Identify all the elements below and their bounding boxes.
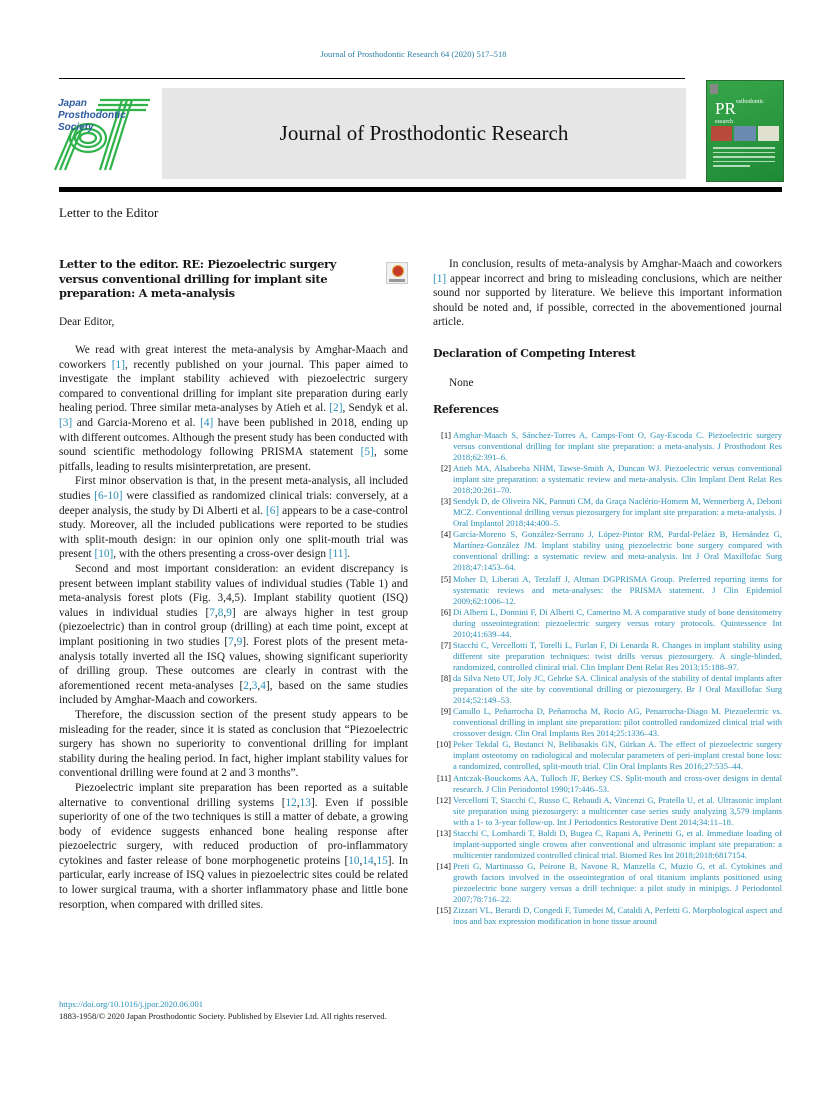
body-paragraph	[59, 562, 408, 708]
citation-link[interactable]: [6]	[266, 504, 280, 517]
cover-title-rest: esearch	[715, 119, 733, 125]
cover-contents	[713, 147, 775, 170]
doi-link[interactable]: https://doi.org/10.1016/j.jpor.2020.06.001	[59, 999, 204, 1009]
body-text: We read with great interest the meta-analysis by Amghar-Maach and coworkers	[59, 344, 408, 371]
reference-number: [5]	[440, 573, 451, 584]
citation-link[interactable]: 15	[376, 854, 388, 867]
body-text: appears to be a case-control study. Moreover, all the included publications were reported to be studies with split-mouth design: in our opinion only one split-mouth trial was present	[59, 504, 408, 561]
journal-cover-thumbnail[interactable]	[706, 80, 784, 182]
body-text: , with the others presenting a cross-over design	[113, 548, 329, 561]
reference-item[interactable]	[433, 463, 782, 496]
cover-images	[711, 126, 779, 141]
reference-text-link[interactable]: Vercellotti T, Stacchi C, Russo C, Rebaudi A, Vincenzi G, Pratella U, et al. Ultrasonic implant site preparation using piezosurgery: a multicenter case series study analyzing 3,579 implants with a 1- to 3-year follow-up. Int J Periodontics Restorative Dent 2014;34:11–18.	[453, 794, 782, 827]
cover-title-initials: PR	[715, 99, 736, 118]
citation-link[interactable]: [1]	[111, 358, 125, 371]
body-text: In conclusion, results of meta-analysis by Amghar-Maach and coworkers	[449, 258, 782, 270]
citation-link[interactable]: 13	[299, 796, 311, 809]
reference-text-link[interactable]: Amghar-Maach S, Sánchez-Torres A, Camps-Font O, Gay-Escoda C. Piezoelectric surgery versus conventional drilling for implant site preparation: a meta-analysis. J Prosthodont Res 2018;62:391–6.	[453, 429, 782, 462]
reference-text-link[interactable]: Peker Tekdal G, Bostanci N, Belibasakis GN, Gürkan A. The effect of piezoelectric surgery implant osteotomy on radiological and molecular parameters of peri-implant crestal bone loss: a randomized, controlled, split-mouth trial. Clin Oral Implants Res 2016;27:535–44.	[453, 739, 782, 772]
reference-number: [15]	[436, 905, 451, 916]
reference-number: [9]	[440, 706, 451, 717]
body-paragraph	[59, 474, 408, 562]
citation-link[interactable]: 14	[362, 854, 374, 867]
reference-number: [11]	[437, 772, 451, 783]
body-paragraph	[59, 781, 408, 912]
citation-link[interactable]: 2	[243, 679, 249, 692]
body-paragraph	[59, 708, 408, 781]
citation-link[interactable]: [10]	[94, 548, 114, 561]
body-text: , some pitfalls, leading to results misinterpretation, are present.	[59, 446, 408, 473]
reference-text-link[interactable]: Zizzari VL, Berardi D, Congedi F, Tumedei M, Cataldi A, Perfetti G. Morphological aspect and inos and bax expression modification in bone tissue around	[453, 905, 782, 927]
body-text: Second and most important consideration: an evident discrepancy is present between implant stability values of individual studies (Table 1) and meta-analysis forest plots (Fig. 3,4,5). Implant stability quotient (ISQ) values in individual studies [	[59, 563, 408, 619]
reference-item[interactable]	[433, 828, 782, 861]
reference-item[interactable]	[433, 706, 782, 739]
footer	[59, 998, 387, 1022]
publisher-logo-icon	[710, 84, 718, 94]
references-heading: References	[433, 403, 499, 417]
article-title: Letter to the editor. RE: Piezoelectric surgery versus conventional drilling for implant site preparation: A meta-analysis	[59, 257, 337, 300]
body-text: ,	[223, 606, 227, 619]
society-name-line: Japan	[58, 98, 87, 109]
reference-number: [12]	[436, 794, 451, 805]
body-text: ], based on the same studies included by Amghar-Maach and coworkers.	[59, 679, 408, 707]
body-text: were classified as randomized clinical trials: conversely, at a deeper analysis, the study by Di Alberti et al.	[59, 490, 408, 517]
body-text: ,	[248, 679, 252, 692]
cover-image-icon	[758, 126, 779, 141]
reference-text-link[interactable]: García-Moreno S, González-Serrano J, López-Pintor RM, Pardal-Peláez B, Hernández G, Martínez-González JM. Implant stability using piezoelectric bone surgery compared with conventional drilling: a systematic review and meta-analysis. Int J Oral Maxillofac Surg 2018;47:1453–64.	[453, 529, 782, 573]
citation-link[interactable]: [4]	[200, 417, 214, 430]
copyright: 1883-1958/© 2020 Japan Prosthodontic Society. Published by Elsevier Ltd. All rights reserved.	[59, 1011, 387, 1021]
conclusion-paragraph	[433, 257, 782, 330]
citation-link[interactable]: [2]	[329, 402, 343, 415]
reference-list	[433, 430, 782, 928]
body-text: , recently published on your journal. This paper aimed to investigate the implant stability achieved with piezoelectric surgery compared to conventional drilling for implant site preparation during early healing period. Three similar meta-analyses by Atieh et al.	[59, 358, 408, 415]
citation-link[interactable]: 4	[260, 679, 266, 692]
body-text: appear incorrect and bring to misleading conclusions, which are neither sound nor supported by literature. We believe this important information should be noted and, if possible, corrected in the abovementioned journal article.	[433, 272, 782, 329]
reference-text-link[interactable]: Stacchi C, Lombardi T, Baldi D, Bugea C, Rapani A, Perinetti G, et al. Immediate loading of implant-supported single crowns after conventional and ultrasonic implant site preparation: a multicenter randomized controlled clinical trial. Biomed Res Int 2018;2018:6817154.	[453, 828, 782, 860]
reference-text-link[interactable]: Preti G, Martinasso G, Peirone B, Navone R, Manzella C, Muzio G, et al. Cytokines and growth factors involved in the osseointegration of oral titanium implants positioned using piezoelectric bone surgery versus a drill technique: a pilot study in minipigs. J Periodontol 2007;78:716–22.	[453, 861, 782, 905]
competing-interest-text: None	[449, 376, 474, 389]
citation-link[interactable]: 3	[251, 679, 258, 692]
reference-text-link[interactable]: Antczak-Bouckoms AA, Tulloch JF, Berkey CS. Split-mouth and cross-over designs in dental research. J Clin Periodontol 1990;17:446–53.	[453, 772, 782, 794]
reference-number: [3]	[440, 496, 451, 507]
body-text: ]. Forest plots of the present meta-analysis totally inverted all the ISQ values, showing significant superiority of drilling group. These outcomes are clearly in contrast with the aforementioned recent meta-analyses [	[59, 635, 409, 692]
body-text: ]. In particular, early increase of ISQ values in piezoelectric sites could be related to lower surgical trauma, with a shorter inflammatory phase and little bone resorption, when compared with drilled sites.	[59, 854, 408, 911]
body-text: have been published in 2018, ending up with different outcomes. Although the present study has been conducted with sound scientific methodology following PRISMA statement	[59, 417, 408, 459]
competing-interest-heading: Declaration of Competing Interest	[433, 346, 636, 360]
reference-text-link[interactable]: Canullo L, Peñarrocha D, Peñarrocha M, Rocio AG, Penarrocha-Diago M. Piezoelectric vs. conventional drilling in implant site preparation: pilot controlled randomized clinical trial with crossover design. Clin Oral Implants Res 2014;25:1336–43.	[453, 706, 782, 739]
left-column	[59, 257, 408, 912]
body-text: Piezoelectric implant site preparation has been reported as a suitable alternative to conventional drilling systems [	[59, 781, 408, 809]
cover-image-icon	[711, 126, 732, 141]
reference-text-link[interactable]: Atieh MA, Alsabeeha NHM, Tawse-Smith A, Duncan WJ. Piezoelectric versus conventional implant site preparation: a systematic review and meta-analysis. Clin Implant Dent Relat Res 2018;20:261–70.	[453, 462, 782, 495]
reference-item[interactable]	[433, 496, 782, 529]
journal-title[interactable]: Journal of Prosthodontic Research	[279, 121, 569, 145]
body-text: ,	[257, 679, 261, 692]
reference-number: [14]	[436, 861, 451, 872]
citation-link[interactable]: 9	[236, 635, 243, 648]
society-name-line: Prosthodontic	[58, 110, 126, 121]
reference-number: [4]	[440, 529, 451, 540]
body-text: ]. Even if possible superiority of one of the two techniques is still a matter of debate, a growing body of evidence suggests enhanced bone healing response after piezoelectric surgery, with reduced production of pro-inflammatory cytokines and faster release of bone morphogenetic proteins [	[59, 796, 409, 867]
citation-link[interactable]: 10	[348, 854, 360, 867]
reference-item[interactable]	[433, 905, 782, 927]
body-text: and Garcia-Moreno et al.	[72, 417, 201, 430]
body-text: ] are always higher in test group (piezoelectric) than in control group (drilling) at each time point, except at implant positioning in two studies [	[59, 606, 408, 648]
greeting: Dear Editor,	[59, 315, 115, 328]
reference-text-link[interactable]: Moher D, Liberati A, Tetzlaff J, Altman DGPRISMA Group. Preferred reporting items for systematic reviews and meta-analyses: the PRISMA statement. J Clin Epidemiol 2009;62:1006–12.	[453, 573, 782, 606]
reference-number: [10]	[436, 739, 451, 750]
society-logo	[52, 86, 156, 176]
body-text: ,	[233, 635, 237, 648]
body-text: , Sendyk et al.	[342, 402, 408, 415]
body-text: ,	[214, 606, 218, 619]
citation-link[interactable]: 12	[285, 796, 297, 809]
reference-item[interactable]	[433, 739, 782, 772]
reference-number: [6]	[440, 606, 451, 617]
reference-number: [1]	[440, 429, 451, 440]
reference-item[interactable]	[433, 773, 782, 795]
reference-number: [13]	[436, 828, 451, 838]
citation-link[interactable]: [3]	[59, 417, 73, 430]
reference-text-link[interactable]: da Silva Neto UT, Joly JC, Gehrke SA. Clinical analysis of the stability of dental implants after preparation of the site by conventional drilling or piezosurgery. Br J Oral Maxillofac Surg 2014;52:149–53.	[453, 673, 782, 706]
reference-number: [2]	[440, 462, 451, 473]
citation-link[interactable]: [6-10]	[94, 490, 123, 503]
citation-link[interactable]: 9	[226, 606, 232, 619]
reference-number: [8]	[440, 673, 451, 684]
society-name	[58, 98, 126, 134]
journal-citation-link[interactable]: Journal of Prosthodontic Research 64 (2020) 517–518	[320, 49, 507, 59]
citation-link[interactable]: [1]	[433, 272, 447, 285]
body-text: First minor observation is that, in the present meta-analysis, all included studies	[59, 475, 408, 503]
society-name-line: Society	[58, 122, 94, 133]
reference-item[interactable]	[433, 640, 782, 673]
reference-number: [7]	[440, 639, 451, 650]
cover-title-rest: osthodontic	[735, 99, 764, 105]
reference-text-link[interactable]: Di Alberti L, Donnini F, Di Alberti C, Camerino M. A comparative study of bone densitometry during osseointegration: piezoelectric surgery versus rotary protocols. Quintessence Int 2010;41:639–44.	[453, 606, 782, 639]
reference-text-link[interactable]: Stacchi C, Vercellotti T, Torelli L, Furlan F, Di Lenarda R. Changes in implant stability using different site preparation techniques: twist drills versus piezosurgery. A single-blinded, randomized, controlled clinical trial. Clin Implant Dent Relat Res 2013;15:188–97.	[453, 639, 782, 672]
body-text: ,	[296, 796, 300, 809]
article-body	[59, 343, 408, 912]
right-column	[433, 257, 782, 928]
header-divider	[59, 78, 685, 79]
reference-item[interactable]	[433, 607, 782, 640]
cover-image-icon	[734, 126, 755, 141]
article-type-label: Letter to the Editor	[59, 205, 159, 220]
body-text: Therefore, the discussion section of the present study appears to be misleading for the reader, since it is stated as conclusion that “Piezoelectric surgery has shown no superiority to conventional drilling for implant stability during the healing period. In fact, higher implant stability values for conventional drilling were found at 2 and 3 months”.	[59, 708, 408, 780]
reference-text-link[interactable]: Sendyk D, de Oliveira NK, Pannuti CM, da Graça Naclério-Homem M, Wennerberg A, Deboni MCZ. Conventional drilling versus piezosurgery for implant site preparation: a meta-analysis. J Oral Implantol 2018;44:400–5.	[453, 496, 782, 529]
body-paragraph	[59, 343, 408, 474]
journal-banner	[162, 88, 686, 179]
header-thick-divider	[59, 187, 782, 192]
reference-item[interactable]	[433, 574, 782, 607]
citation-link[interactable]: 7	[209, 606, 215, 619]
citation-link[interactable]: 7	[228, 635, 234, 648]
reference-item[interactable]	[433, 795, 782, 828]
reference-item[interactable]	[433, 673, 782, 706]
reference-item[interactable]	[433, 430, 782, 463]
body-text: .	[347, 548, 351, 561]
reference-item[interactable]	[433, 529, 782, 573]
reference-item[interactable]	[433, 861, 782, 905]
citation-link[interactable]: [5]	[360, 446, 374, 459]
body-text: ,	[359, 854, 363, 867]
citation-link[interactable]: [11]	[328, 548, 348, 561]
body-text: ,	[373, 854, 377, 867]
citation-link[interactable]: 8	[217, 606, 224, 619]
